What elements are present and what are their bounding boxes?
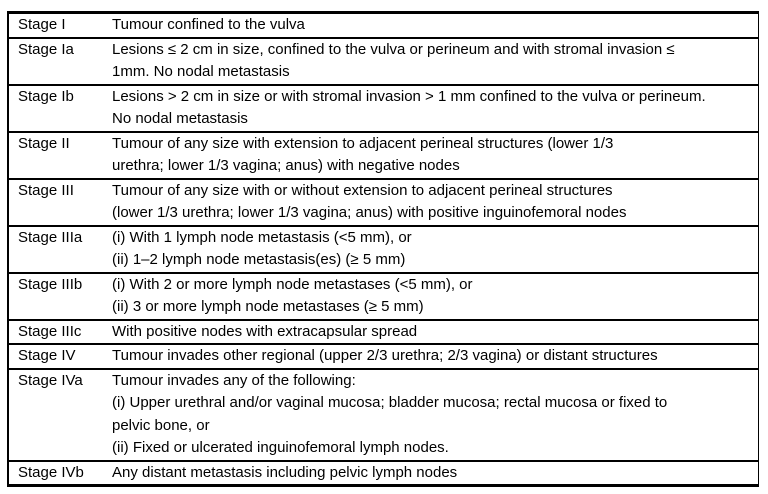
table-row-stage-iii xyxy=(9,178,758,225)
stage-label: Stage IVa xyxy=(18,371,83,389)
description-line: Lesions > 2 cm in size or with stromal invasion > 1 mm confined to the vulva or perineum. xyxy=(112,87,706,105)
stage-label: Stage Ib xyxy=(18,87,74,105)
stage-description xyxy=(112,370,758,460)
description-line: (lower 1/3 urethra; lower 1/3 vagina; anus) with positive inguinofemoral nodes xyxy=(112,204,627,221)
description-line: Tumour invades other regional (upper 2/3 urethra; 2/3 vagina) or distant structures xyxy=(112,347,658,364)
description-line: Any distant metastasis including pelvic lymph nodes xyxy=(112,463,458,481)
table-row-stage-iv xyxy=(9,343,758,368)
stage-description xyxy=(112,321,758,344)
stage-description xyxy=(112,133,758,178)
description-line: urethra; lower 1/3 vagina; anus) with negative nodes xyxy=(112,157,460,174)
table-row-stage-iva xyxy=(9,368,758,460)
description-line: Tumour confined to the vulva xyxy=(112,16,305,33)
staging-table xyxy=(7,11,759,487)
stage-description xyxy=(112,227,758,272)
stage-label: Stage I xyxy=(18,16,66,33)
description-line: (i) With 1 lymph node metastasis (<5 mm), or xyxy=(112,228,412,246)
table-row-stage-iiia xyxy=(9,225,758,272)
stage-label: Stage II xyxy=(18,134,70,152)
table-row-stage-ivb xyxy=(9,460,758,485)
description-line: (i) Upper urethral and/or vaginal mucosa; bladder mucosa; rectal mucosa or fixed to xyxy=(112,394,668,411)
stage-label: Stage IVb xyxy=(18,463,84,481)
description-line: With positive nodes with extracapsular spread xyxy=(112,322,418,340)
stage-description xyxy=(112,180,758,225)
stage-description xyxy=(112,86,758,131)
stage-description xyxy=(112,345,758,368)
stage-label: Stage IIIa xyxy=(18,228,83,246)
description-line: (ii) 3 or more lymph node metastases (≥ 5 mm) xyxy=(112,298,424,315)
table-row-stage-iiib xyxy=(9,272,758,319)
stage-label: Stage III xyxy=(18,181,74,199)
description-line: 1mm. No nodal metastasis xyxy=(112,63,290,80)
table-row-stage-ia xyxy=(9,37,758,84)
stage-description xyxy=(112,14,758,37)
table-row-stage-iiic xyxy=(9,319,758,344)
description-line: pelvic bone, or xyxy=(112,416,210,434)
stage-label: Stage IIIc xyxy=(18,322,82,340)
description-line: (ii) Fixed or ulcerated inguinofemoral lymph nodes. xyxy=(112,439,449,456)
table-row-stage-ib xyxy=(9,84,758,131)
description-line: Tumour of any size with extension to adjacent perineal structures (lower 1/3 xyxy=(112,134,614,152)
table-row-stage-ii xyxy=(9,131,758,178)
stage-label: Stage IV xyxy=(18,347,76,364)
description-line: Lesions ≤ 2 cm in size, confined to the vulva or perineum and with stromal invasion ≤ xyxy=(112,40,675,58)
description-line: (ii) 1–2 lymph node metastasis(es) (≥ 5 mm) xyxy=(112,251,406,268)
description-line: Tumour invades any of the following: xyxy=(112,371,356,389)
description-line: (i) With 2 or more lymph node metastases (<5 mm), or xyxy=(112,275,473,293)
stage-label: Stage IIIb xyxy=(18,275,83,293)
table-row-stage-i xyxy=(9,14,758,37)
stage-description xyxy=(112,274,758,319)
stage-description xyxy=(112,462,758,485)
description-line: No nodal metastasis xyxy=(112,110,248,127)
stage-label: Stage Ia xyxy=(18,40,74,58)
stage-description xyxy=(112,39,758,84)
description-line: Tumour of any size with or without extension to adjacent perineal structures xyxy=(112,181,613,199)
